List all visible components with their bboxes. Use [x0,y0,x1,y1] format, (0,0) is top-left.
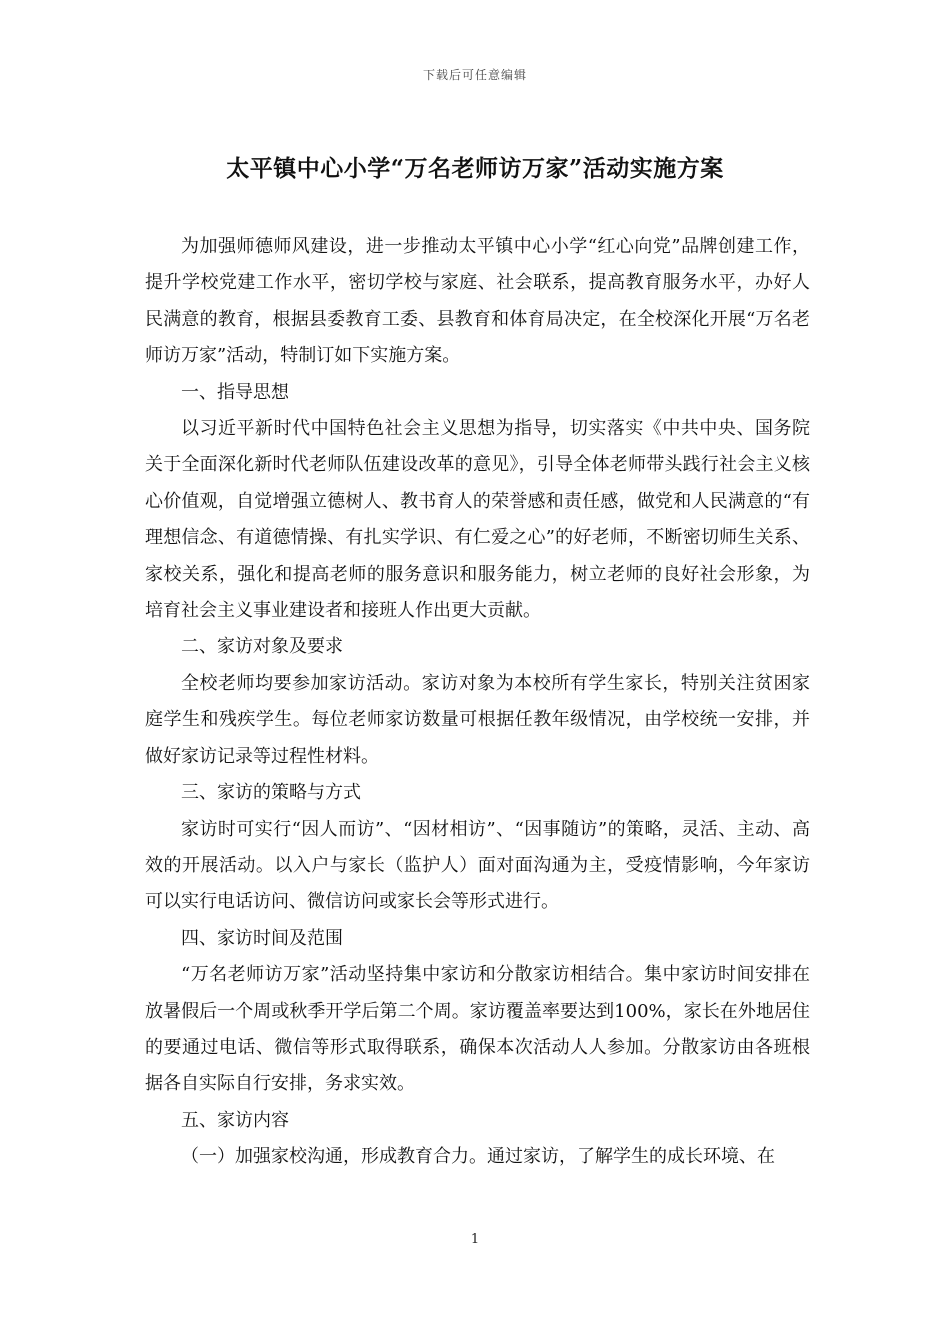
section-heading-visit-targets: 二、家访对象及要求 [181,636,343,658]
section-heading-visit-methods: 三、家访的策略与方式 [181,782,361,804]
section-body-visit-content: （一）加强家校沟通，形成教育合力。通过家访，了解学生的成长环境、在 [181,1146,775,1168]
section-heading-visit-content: 五、家访内容 [181,1109,289,1131]
page-number: 1 [470,1232,480,1247]
document-body [145,229,810,1176]
document-title: 太平镇中心小学“万名老师访万家”活动实施方案 [226,155,724,182]
section-heading-guiding-ideology: 一、指导思想 [181,381,289,403]
section-body-guiding-ideology: 以习近平新时代中国特色社会主义思想为指导，切实落实《中共中央、国务院关于全面深化新时代老师队伍建设改革的意见》，引导全体老师带头践行社会主义核心价值观，自觉增强立德树人、教书育人的荣誉感和责任感，做党和人民满意的“有理想信念、有道德情操、有扎实学识、有仁爱之心”的好老师，不断密切师生关系、家校关系，强化和提高老师的服务意识和服务能力，树立老师的良好社会形象，为培育社会主义事业建设者和接班人作出更大贡献。 [145,418,810,622]
section-body-visit-schedule: “万名老师访万家”活动坚持集中家访和分散家访相结合。集中家访时间安排在放暑假后一个周或秋季开学后第二个周。家访覆盖率要达到100%，家长在外地居住的要通过电话、微信等形式取得联系，确保本次活动人人参加。分散家访由各班根据各自实际自行安排，务求实效。 [145,964,810,1095]
section-heading-visit-schedule: 四、家访时间及范围 [181,927,343,949]
section-body-visit-methods: 家访时可实行“因人而访”、“因材相访”、“因事随访”的策略，灵活、主动、高效的开展活动。以入户与家长（监护人）面对面沟通为主，受疫情影响，今年家访可以实行电话访问、微信访问或家长会等形式进行。 [145,818,810,913]
intro-paragraph: 为加强师德师风建设，进一步推动太平镇中心小学“红心向党”品牌创建工作，提升学校党建工作水平，密切学校与家庭、社会联系，提高教育服务水平，办好人民满意的教育，根据县委教育工委、县教育和体育局决定，在全校深化开展“万名老师访万家”活动，特制订如下实施方案。 [145,236,810,367]
section-body-visit-targets: 全校老师均要参加家访活动。家访对象为本校所有学生家长，特别关注贫困家庭学生和残疾学生。每位老师家访数量可根据任教年级情况，由学校统一安排，并做好家访记录等过程性材料。 [145,672,810,767]
header-note: 下载后可任意编辑 [422,68,527,82]
